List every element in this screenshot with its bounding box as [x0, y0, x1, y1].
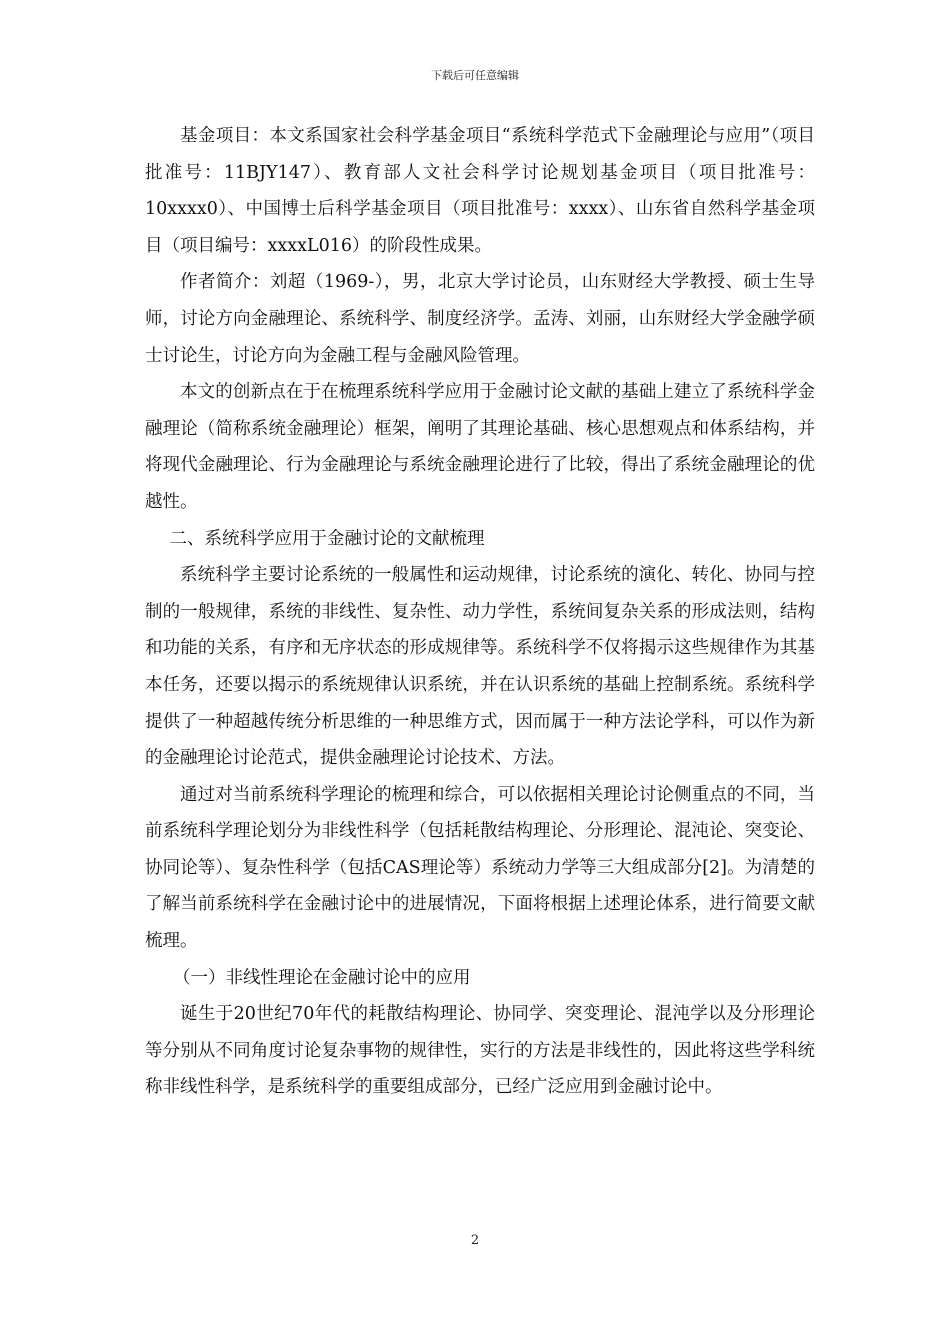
- subsection-heading: （一）非线性理论在金融讨论中的应用: [173, 967, 471, 988]
- body-paragraph: 诞生于20世纪70年代的耗散结构理论、协同学、突变理论、混沌学以及分形理论等分别从不同角度讨论复杂事物的规律性，实行的方法是非线性的，因此将这些学科统称非线性科学，是系统科学的重要组成部分，已经广泛应用到金融讨论中。: [145, 1004, 815, 1098]
- document-body: [145, 118, 815, 1106]
- funding-paragraph: 基金项目：本文系国家社会科学基金项目“系统科学范式下金融理论与应用”（项目批准号：11BJY147）、教育部人文社会科学讨论规划基金项目（项目批准号：10xxxx0）、中国博士后科学基金项目（项目批准号：xxxx）、山东省自然科学基金项目（项目编号：xxxxL016）的阶段性成果。: [145, 126, 815, 256]
- author-bio-paragraph: 作者简介：刘超（1969-），男，北京大学讨论员，山东财经大学教授、硕士生导师，讨论方向金融理论、系统科学、制度经济学。孟涛、刘丽，山东财经大学金融学硕士讨论生，讨论方向为金融工程与金融风险管理。: [145, 272, 815, 366]
- innovation-paragraph: 本文的创新点在于在梳理系统科学应用于金融讨论文献的基础上建立了系统科学金融理论（简称系统金融理论）框架，阐明了其理论基础、核心思想观点和体系结构，并将现代金融理论、行为金融理论与系统金融理论进行了比较，得出了系统金融理论的优越性。: [145, 382, 815, 512]
- section-heading: 二、系统科学应用于金融讨论的文献梳理: [169, 528, 485, 549]
- body-paragraph: 通过对当前系统科学理论的梳理和综合，可以依据相关理论讨论侧重点的不同，当前系统科学理论划分为非线性科学（包括耗散结构理论、分形理论、混沌论、突变论、协同论等）、复杂性科学（包括CAS理论等）系统动力学等三大组成部分[2]。为清楚的了解当前系统科学在金融讨论中的进展情况，下面将根据上述理论体系，进行简要文献梳理。: [145, 784, 815, 952]
- page-header: 下载后可任意编辑: [431, 69, 519, 82]
- body-paragraph: 系统科学主要讨论系统的一般属性和运动规律，讨论系统的演化、转化、协同与控制的一般规律，系统的非线性、复杂性、动力学性，系统间复杂关系的形成法则，结构和功能的关系，有序和无序状态的形成规律等。系统科学不仅将揭示这些规律作为其基本任务，还要以揭示的系统规律认识系统，并在认识系统的基础上控制系统。系统科学提供了一种超越传统分析思维的一种思维方式，因而属于一种方法论学科，可以作为新的金融理论讨论范式，提供金融理论讨论技术、方法。: [145, 565, 815, 769]
- page-number: 2: [470, 1233, 480, 1248]
